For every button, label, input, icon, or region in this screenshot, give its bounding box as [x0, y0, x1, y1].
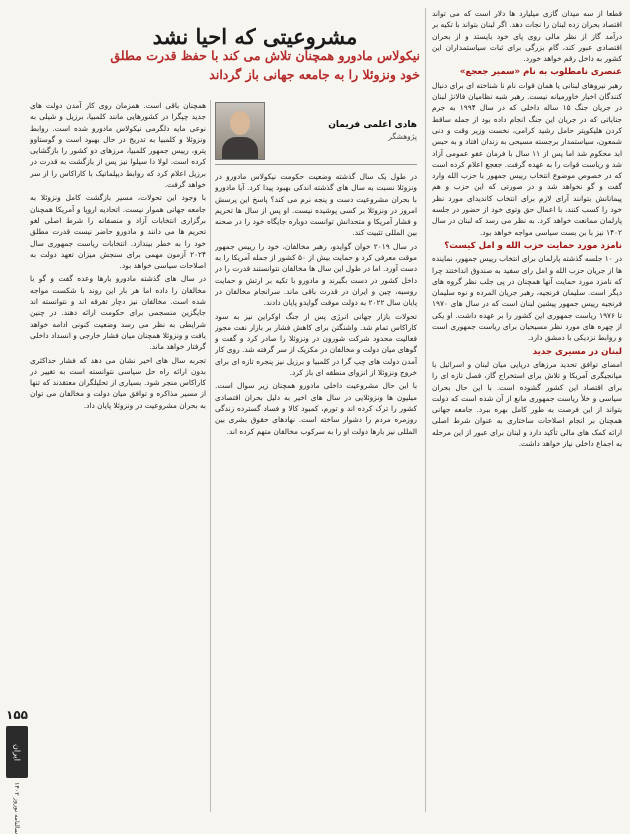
paragraph: رهبر نیروهای لبنانی یا همان قوات نام نا شناخته ای برای دنبال کنندگان اخبار خاورمیانه نیست. رهبر شبه نظامیان فالانژ لبنان در جریان جنگ ۱۵ ساله داخلی که در سال ۱۹۹۴ به جرم جنایاتی که در جریان این جنگ انجام داده بود از جمله ساقط کردن هلیکوپتر حامل رشید کرامی، نخست وزیر وقت و دنی شمعون، سیاستمدار برجسته مسیحی به زندان افتاد و به حبس ابد محکوم شد اما پس از ۱۱ سال با فرمان عفو عمومی آزاد شد و ریاست قوات را به عهده گرفت. جعجع اعلام کرده است که در خصوص موضوع انتخاب رییس جمهور با حزب الله وارد گفت و گو نخواهد شد و در صورتی که این حزب و هم پیمانانش بتوانند آرای لازم برای انتخاب کاندیدای مورد نظر خود را کسب کنند، با اعمال حق وتوی خود از حضور در جلسه پارلمان ممانعت خواهد کرد. به نظر می رسد که لبنان در سال ۱۴۰۲ نیز با بن بست سیاسی مواجه خواهد بود.: [432, 80, 622, 237]
paragraph: در سال های گذشته مادورو بارها وعده گفت و گو با مخالفان را داده اما هر بار این روند با شکست مواجه شده است. مخالفان نیز دچار تفرقه اند و نتوانسته اند جایگزین منسجمی برای حکومت ارائه دهند. در چنین شرایطی به نظر می رسد وضعیت کنونی ادامه خواهد یافت و ونزوئلا همچنان میان فشار خارجی و انسداد داخلی گرفتار خواهد ماند.: [30, 274, 206, 352]
paragraph: در سال ۲۰۱۹ خوان گوایدو، رهبر مخالفان، خود را رییس جمهور موقت معرفی کرد و حمایت بیش از ۵۰ کشور از جمله آمریکا را به دست آورد. اما در طول این سال ها مخالفان نتوانستند قدرت را در داخل کشور در دست بگیرند و مادورو با تکیه بر ارتش و حمایت روسیه، چین و ایران در قدرت باقی ماند. سرانجام مخالفان در پایان سال ۲۰۲۲ به دولت موقت گوایدو پایان دادند.: [215, 241, 417, 308]
article-title: مشروعیتی که احیا نشد: [152, 24, 358, 50]
paragraph: تحولات بازار جهانی انرژی پس از جنگ اوکراین نیز به سود کاراکاس تمام شد. واشنگتن برای کاهش فشار بر بازار نفت مجوز فعالیت محدود شرکت شورون در ونزوئلا را صادر کرد و گفت و گوهای میان دولت و مخالفان در مکزیک از سر گرفته شد. روی کار آمدن دولت های چپ گرا در کلمبیا و برزیل نیز پنجره تازه ای برای خروج ونزوئلا از انزوای منطقه ای باز کرد.: [215, 311, 417, 378]
left-column: [30, 100, 206, 814]
paragraph: امضای توافق تحدید مرزهای دریایی میان لبنان و اسرائیل با میانجیگری آمریکا و تلاش برای استخراج گاز، فصل تازه ای را برای اقتصاد این کشور گشوده است. با این حال بحران سیاسی و خلأ ریاست جمهوری مانع از آن شده است که دولت بتواند از این فرصت به طور کامل بهره ببرد. جامعه جهانی همچنان بر انجام اصلاحات ساختاری به عنوان شرط اصلی ارائه کمک های مالی تأکید دارد و لبنان برای عبور از این مرحله به اجماع داخلی نیاز خواهد داشت.: [432, 359, 622, 448]
paragraph: با این حال مشروعیت داخلی مادورو همچنان زیر سوال است. میلیون ها ونزوئلایی در سال های اخیر به دلیل بحران اقتصادی کشور را ترک کرده اند و تورم، کمبود کالا و فساد گسترده زندگی روزمره مردم را دشوار ساخته است. نهادهای حقوق بشری بین المللی نیز بارها دولت او را به سرکوب مخالفان متهم کرده اند.: [215, 381, 417, 436]
section-heading: عنصری نامطلوب به نام «سمیر جعجع»: [459, 67, 622, 78]
paragraph: تجربه سال های اخیر نشان می دهد که فشار حداکثری بدون ارائه راه حل سیاسی نتوانسته است به تغییر در کاراکاس منجر شود. بسیاری از تحلیلگران معتقدند که تنها از مسیر مذاکره و توافق میان دولت و مخالفان می توان به بحران مشروعیت در ونزوئلا پایان داد.: [30, 355, 206, 410]
author-text: [271, 120, 417, 143]
page-footer: [4, 708, 30, 834]
article-subtitle: نیکولاس مادورو همچنان تلاش می کند با حفظ قدرت مطلق خود ونزوئلا را به جامعه جهانی باز گرداند: [110, 48, 420, 82]
paragraph: در طول یک سال گذشته وضعیت حکومت نیکولاس مادورو در ونزوئلا نسبت به سال های گذشته اندکی بهبود پیدا کرد. آیا مادورو با بحران مشروعیت دست و پنجه نرم می کند؟ پاسخ این پرسش امروز در ونزوئلا بر کسی پوشیده نیست. او پس از سال ها تحریم و فشار آمریکا و متحدانش توانست دوباره جایگاه خود را در صحنه بین المللی تثبیت کند.: [215, 172, 417, 238]
right-column: [432, 8, 622, 812]
section-heading: لبنان در مسیری جدید: [532, 346, 622, 357]
author-photo-head: [230, 111, 250, 135]
author-photo-body: [222, 137, 258, 159]
author-role: پژوهشگر: [388, 132, 417, 141]
paragraph: همچنان باقی است. همزمان روی کار آمدن دولت های جدید چپگرا در کشورهایی مانند کلمبیا، برزیل و شیلی به نوعی مایه دلگرمی نیکولاس مادورو شده است. روابط ونزوئلا و کلمبیا به تدریج در حال بهبود است و گوستاوو پترو، رییس جمهور کلمبیا، مرزهای دو کشور را بازگشایی کرده است. لولا دا سیلوا نیز پس از بازگشت به قدرت در برزیل اعلام کرد که روابط دیپلماتیک با کاراکاس را از سر خواهد گرفت.: [30, 101, 206, 190]
middle-column: [215, 102, 417, 814]
paragraph: قطعا از سه میدان گازی میلیارد ها دلار است که می تواند اقتصاد بحران زده لبنان را نجات دهد. اگر لبنان بتواند با تکیه بر درآمد گاز از نظر مالی روی پای خود بایستد و از بحران اقتصادی عبور کند، گام بزرگی برای ثبات سیاستمداران این کشور به داخل رقم خواهد خورد.: [432, 9, 622, 64]
author-photo: [215, 102, 265, 160]
column-divider: [425, 8, 426, 812]
page-number: ۱۵۵: [6, 708, 28, 722]
section-heading: نامزد مورد حمایت حزب الله و امل کیست؟: [444, 240, 622, 251]
column-divider: [210, 100, 211, 812]
paragraph: در ۱۰ جلسه گذشته پارلمان برای انتخاب رییس جمهور، نماینده ها از جریان حزب الله و امل رای سفید به صندوق انداختند چرا که نامزد مورد حمایت آنها همچنان در پی جلب نظر گروه های دیگر است. سلیمان فرنجیه، رهبر جریان المرده و نوه سلیمان فرنجیه رییس جمهور پیشین لبنان است که در سال های ۱۹۷۰ تا ۱۹۷۶ ریاست جمهوری این کشور را بر عهده داشت. او یکی از چهره های مورد نظر مسیحیان برای ریاست جمهوری است و روابط نزدیکی با دمشق دارد.: [432, 254, 622, 343]
issue-label: سالنامه نوروز ۱۴۰۲: [13, 782, 21, 834]
author-name: هادی اعلمی فریمان: [328, 119, 417, 130]
magazine-logo: ایران: [6, 726, 28, 778]
paragraph: با وجود این تحولات، مسیر بازگشت کامل ونزوئلا به جامعه جهانی هموار نیست. اتحادیه اروپا و آمریکا همچنان برگزاری انتخابات آزاد و منصفانه را شرط اصلی لغو تحریم ها می دانند و مادورو حاضر نیست قدرت مطلق خود را به خطر بیندازد. انتخابات ریاست جمهوری سال ۲۰۲۴ آزمون مهمی برای سنجش میزان تعهد دولت به اصلاحات سیاسی خواهد بود.: [30, 193, 206, 271]
author-box: [215, 102, 417, 165]
